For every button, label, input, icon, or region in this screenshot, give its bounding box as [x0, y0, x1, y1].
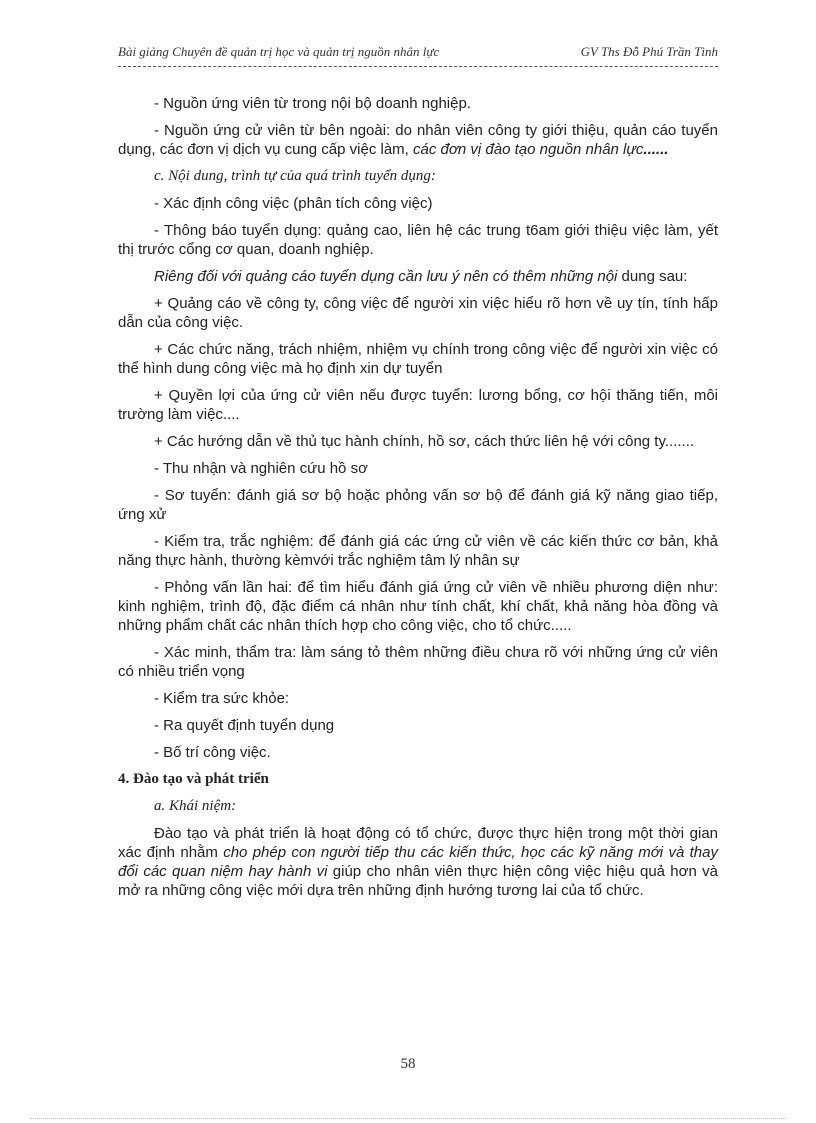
paragraph: + Quảng cáo về công ty, công việc để người xin việc hiểu rõ hơn về uy tín, tính hấp dẫn của công việc.: [118, 295, 718, 331]
paragraph: - Nguồn ứng cử viên từ bên ngoài: do nhân viên công ty giới thiệu, quản cáo tuyển dụng, các đơn vị dịch vụ cung cấp việc làm, các đơn vị đào tạo nguồn nhân lực......: [118, 122, 718, 158]
paragraph: - Xác minh, thẩm tra: làm sáng tỏ thêm những điều chưa rõ với những ứng cử viên có nhiều triển vọng: [118, 644, 718, 680]
paragraph: + Quyền lợi của ứng cử viên nếu được tuyển: lương bổng, cơ hội thăng tiến, môi trường làm việc....: [118, 387, 718, 423]
paragraph: - Nguồn ứng viên từ trong nội bộ doanh nghiệp.: [154, 95, 471, 112]
paragraph: Đào tạo và phát triển là hoạt động có tổ chức, được thực hiện trong một thời gian xác định nhằm cho phép con người tiếp thu các kiến thức, học các kỹ năng mới và thay đổi các quan niệm hay hành vi giúp cho nhân viên thực hiện công việc hiệu quả hơn và mở ra những công việc mới dựa trên những định hướng tương lai của tổ chức.: [118, 825, 718, 899]
paragraph: - Ra quyết định tuyển dụng: [154, 717, 335, 734]
paragraph: - Sơ tuyển: đánh giá sơ bộ hoặc phỏng vấn sơ bộ để đánh giá kỹ năng giao tiếp, ứng xử: [118, 487, 718, 523]
footer-divider: [30, 1118, 786, 1119]
paragraph: - Xác định công việc (phân tích công việc): [154, 195, 433, 212]
paragraph: - Thông báo tuyển dụng: quảng cao, liên hệ các trung t6am giới thiệu việc làm, yết thị trước cổng cơ quan, doanh nghiệp.: [118, 222, 718, 258]
paragraph: + Các chức năng, trách nhiệm, nhiệm vụ chính trong công việc để người xin việc có thể hình dung công việc mà họ định xin dự tuyển: [118, 341, 718, 377]
subsection-heading: a. Khái niệm:: [154, 798, 237, 814]
paragraph: Riêng đối với quảng cáo tuyển dụng cần lưu ý nên có thêm những nội dung sau:: [154, 268, 688, 285]
paragraph: - Bố trí công việc.: [154, 744, 271, 761]
subsection-heading: c. Nội dung, trình tự của quá trình tuyển dụng:: [154, 168, 436, 184]
header-divider: [118, 66, 718, 67]
paragraph: - Kiểm tra sức khỏe:: [154, 690, 290, 707]
paragraph: - Kiểm tra, trắc nghiệm: để đánh giá các ứng cử viên về các kiến thức cơ bản, khả năng thực hành, thường kèmvới trắc nghiệm tâm lý nhân sự: [118, 533, 718, 569]
paragraph: - Thu nhận và nghiên cứu hồ sơ: [154, 460, 368, 477]
header-course-title: Bài giảng Chuyên đề quản trị học và quản trị nguồn nhân lực: [118, 44, 440, 59]
header-author: GV Ths Đỗ Phú Trần Tình: [580, 44, 718, 59]
section-heading: 4. Đào tạo và phát triển: [118, 771, 269, 787]
page-header: [118, 44, 718, 64]
paragraph: - Phỏng vấn lần hai: để tìm hiểu đánh giá ứng cử viên về nhiều phương diện như: kinh nghiệm, trình độ, đặc điểm cá nhân như tính chất, khí chất, khả năng hòa đồng và những phẩm chất các nhân thích hợp cho công việc, cho tổ chức.....: [118, 579, 718, 634]
page-content: [118, 94, 718, 908]
page-number: 58: [400, 1056, 416, 1072]
paragraph: + Các hướng dẫn về thủ tục hành chính, hồ sơ, cách thức liên hệ với công ty.......: [154, 433, 695, 450]
